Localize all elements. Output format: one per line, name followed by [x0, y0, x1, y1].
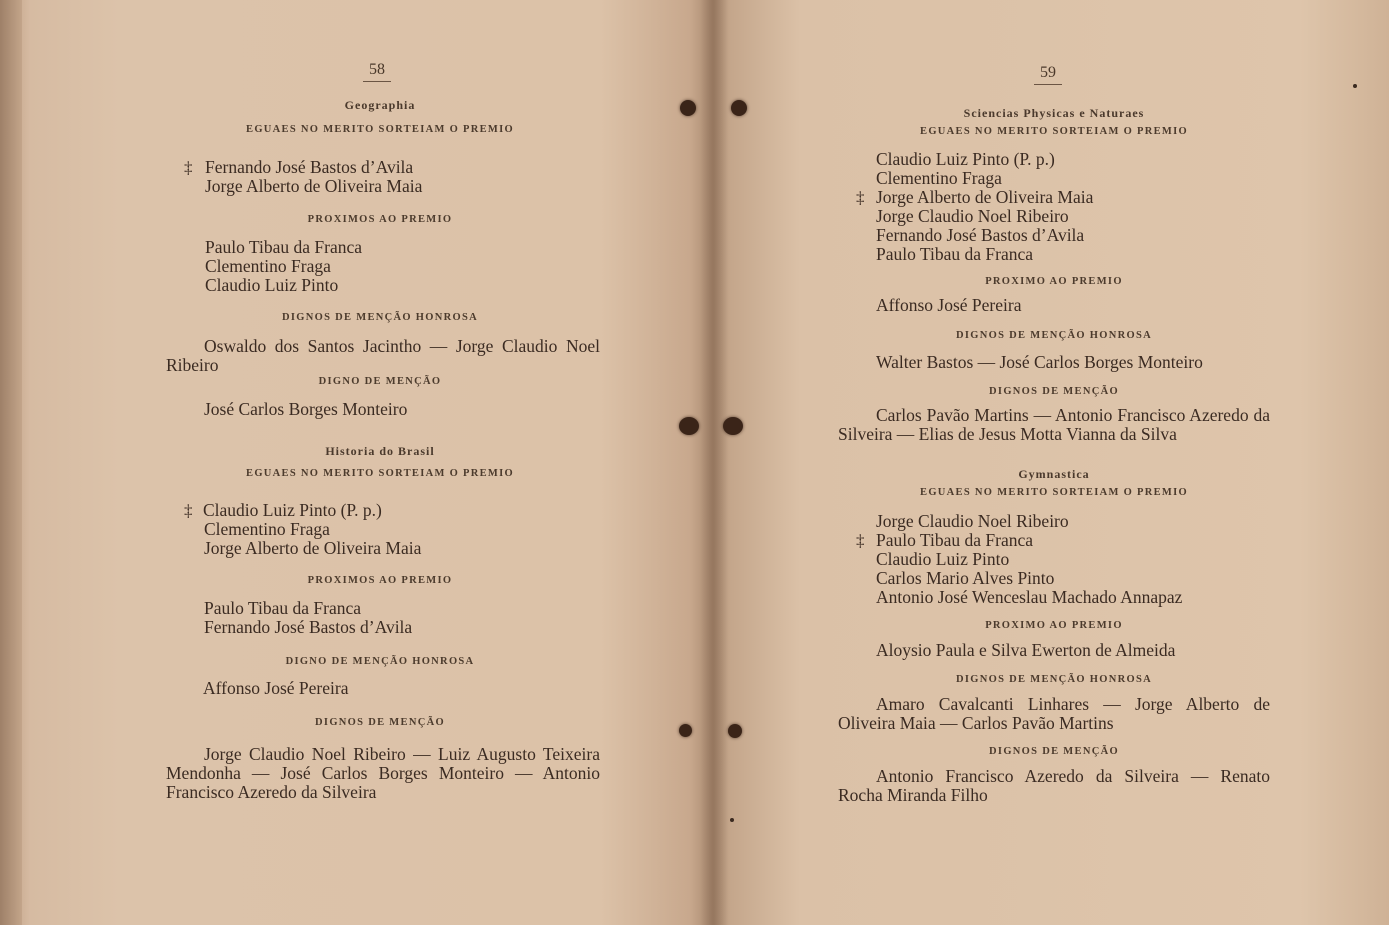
- list-item: Claudio Luiz Pinto (P. p.): [203, 500, 382, 520]
- list-item: Jorge Alberto de Oliveira Maia: [876, 187, 1094, 207]
- section-title: Historia do Brasil: [325, 444, 435, 458]
- section-title: Sciencias Physicas e Naturaes: [963, 106, 1145, 120]
- honorable-mention-text: Oswaldo dos Santos Jacintho — Jorge Claudio Noel Ribeiro: [166, 336, 600, 375]
- honorable-mention-text: Amaro Cavalcanti Linhares — Jorge Alberto de Oliveira Maia — Carlos Pavão Martins: [838, 694, 1270, 733]
- section-title: Gymnastica: [1018, 467, 1090, 481]
- section-subheading: PROXIMOS AO PREMIO: [307, 575, 453, 586]
- list-item: Jorge Claudio Noel Ribeiro: [876, 511, 1069, 531]
- left-page: [160, 0, 600, 925]
- paper-speck: [730, 818, 734, 822]
- section-subheading: DIGNOS DE MENÇÃO: [989, 386, 1119, 397]
- list-item: Jorge Claudio Noel Ribeiro: [876, 206, 1069, 226]
- section-subheading: DIGNO DE MENÇÃO HONROSA: [285, 656, 475, 667]
- section-subheading: EGUAES NO MERITO SORTEIAM O PREMIO: [246, 124, 514, 135]
- mention-text: Antonio Francisco Azeredo da Silveira — Renato Rocha Miranda Filho: [838, 766, 1270, 805]
- list-item: Carlos Mario Alves Pinto: [876, 568, 1055, 588]
- list-item: Claudio Luiz Pinto: [876, 549, 1010, 569]
- list-item: Fernando José Bastos d’Avila: [205, 157, 414, 177]
- honorable-mention-text: Walter Bastos — José Carlos Borges Monteiro: [876, 352, 1203, 372]
- paper-speck: [1353, 84, 1357, 88]
- section-subheading: DIGNOS DE MENÇÃO HONROSA: [955, 330, 1152, 341]
- binding-hole: [680, 100, 696, 116]
- section-title: Geographia: [344, 98, 416, 112]
- binding-hole: [679, 724, 692, 737]
- list-item: Jorge Alberto de Oliveira Maia: [204, 538, 422, 558]
- list-item: Affonso José Pereira: [203, 678, 349, 698]
- binding-hole: [731, 100, 747, 116]
- list-item: Clementino Fraga: [204, 519, 330, 539]
- page-edge: [0, 0, 22, 925]
- list-item: Claudio Luiz Pinto: [205, 275, 339, 295]
- section-subheading: DIGNOS DE MENÇÃO HONROSA: [955, 674, 1152, 685]
- list-item: Paulo Tibau da Franca: [204, 598, 362, 618]
- lot-marker: ‡: [184, 158, 193, 177]
- section-subheading: PROXIMO AO PREMIO: [985, 276, 1123, 287]
- binding-hole: [723, 417, 743, 435]
- list-item: Claudio Luiz Pinto (P. p.): [876, 149, 1055, 169]
- binding-hole: [679, 417, 699, 435]
- mention-text: Carlos Pavão Martins — Antonio Francisco Azeredo da Silveira — Elias de Jesus Motta Vianna da Silva: [838, 405, 1270, 444]
- list-item: Jorge Alberto de Oliveira Maia: [205, 176, 423, 196]
- book-gutter: [700, 0, 728, 925]
- section-subheading: EGUAES NO MERITO SORTEIAM O PREMIO: [920, 126, 1188, 137]
- list-item: Clementino Fraga: [876, 168, 1002, 188]
- section-subheading: DIGNOS DE MENÇÃO: [315, 717, 445, 728]
- mention-text: Jorge Claudio Noel Ribeiro — Luiz Augusto Teixeira Mendonha — José Carlos Borges Monteiro — Antonio Francisco Azeredo da Silveira: [166, 744, 600, 802]
- section-subheading: EGUAES NO MERITO SORTEIAM O PREMIO: [920, 487, 1188, 498]
- lot-marker: ‡: [856, 531, 865, 550]
- list-item: Antonio José Wenceslau Machado Annapaz: [876, 587, 1183, 607]
- section-subheading: PROXIMOS AO PREMIO: [307, 214, 453, 225]
- list-item: Paulo Tibau da Franca: [205, 237, 363, 257]
- page-number: 58: [363, 61, 391, 82]
- page-number: 59: [1034, 64, 1062, 85]
- list-item: Paulo Tibau da Franca: [876, 244, 1034, 264]
- list-item: Fernando José Bastos d’Avila: [876, 225, 1085, 245]
- list-item: Paulo Tibau da Franca: [876, 530, 1034, 550]
- right-page: [838, 0, 1270, 925]
- list-item: Affonso José Pereira: [876, 295, 1022, 315]
- list-item: Clementino Fraga: [205, 256, 331, 276]
- section-subheading: EGUAES NO MERITO SORTEIAM O PREMIO: [246, 468, 514, 479]
- lot-marker: ‡: [856, 188, 865, 207]
- section-subheading: DIGNOS DE MENÇÃO HONROSA: [281, 312, 478, 323]
- section-subheading: DIGNOS DE MENÇÃO: [989, 746, 1119, 757]
- section-subheading: DIGNO DE MENÇÃO: [318, 376, 442, 387]
- list-item: José Carlos Borges Monteiro: [204, 399, 408, 419]
- list-item: Aloysio Paula e Silva Ewerton de Almeida: [876, 640, 1176, 660]
- binding-hole: [728, 724, 742, 738]
- section-subheading: PROXIMO AO PREMIO: [985, 620, 1123, 631]
- list-item: Fernando José Bastos d’Avila: [204, 617, 413, 637]
- lot-marker: ‡: [184, 501, 193, 520]
